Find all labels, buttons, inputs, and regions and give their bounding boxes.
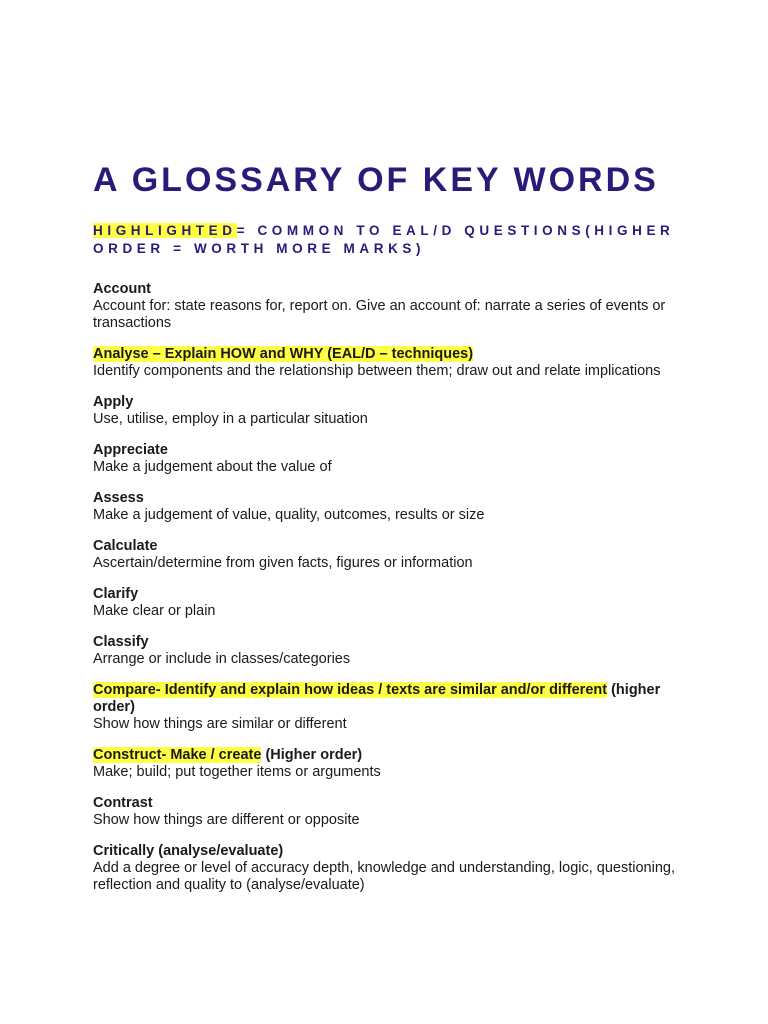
glossary-entry [93,538,693,572]
glossary-term [93,747,693,764]
glossary-term [93,682,693,716]
glossary-entry [93,442,693,476]
glossary-term-text: Calculate [93,538,158,554]
glossary-list [93,281,693,894]
glossary-term-text: Appreciate [93,442,168,458]
glossary-term-text: Account [93,281,151,297]
glossary-entry [93,682,693,733]
glossary-term-text: Critically (analyse/evaluate) [93,843,284,859]
glossary-definition: Make; build; put together items or arguments [93,764,381,780]
glossary-term [93,795,693,812]
glossary-term-text: Clarify [93,586,139,602]
subtitle-highlighted-word: HIGHLIGHTED [93,223,237,238]
glossary-term [93,538,693,555]
glossary-entry [93,281,693,332]
glossary-definition: Ascertain/determine from given facts, figures or information [93,555,473,571]
glossary-term [93,843,693,860]
glossary-term [93,634,693,651]
glossary-entry [93,634,693,668]
document-title: A GLOSSARY OF KEY WORDS [93,161,659,199]
glossary-definition: Identify components and the relationship between them; draw out and relate implications [93,363,661,379]
glossary-definition: Use, utilise, employ in a particular situation [93,411,368,427]
glossary-term [93,281,693,298]
glossary-entry [93,843,693,894]
glossary-term [93,394,693,411]
glossary-term [93,442,693,459]
glossary-term-text: Apply [93,394,134,410]
glossary-entry [93,490,693,524]
glossary-term-highlighted: Compare- Identify and explain how ideas / texts are similar and/or different [93,682,608,698]
glossary-entry [93,586,693,620]
glossary-definition: Make a judgement of value, quality, outcomes, results or size [93,507,485,523]
glossary-entry [93,394,693,428]
glossary-term-text: (Higher order) [261,747,363,763]
glossary-term [93,346,693,363]
subtitle-text: = COMMON TO EAL/D QUESTIONS(HIGHER ORDER = WORTH MORE MARKS) [93,223,675,256]
glossary-definition: Show how things are different or opposite [93,812,360,828]
glossary-definition: Add a degree or level of accuracy depth, knowledge and understanding, logic, questioning, reflection and quality to (analyse/evaluate) [93,860,676,893]
glossary-entry [93,795,693,829]
glossary-entry [93,346,693,380]
glossary-definition: Make clear or plain [93,603,216,619]
glossary-term-text: Assess [93,490,144,506]
glossary-entry [93,747,693,781]
glossary-definition: Arrange or include in classes/categories [93,651,351,667]
glossary-term-text: Contrast [93,795,153,811]
glossary-term [93,490,693,507]
glossary-term-text: Classify [93,634,149,650]
glossary-definition: Account for: state reasons for, report on. Give an account of: narrate a series of events or transactions [93,298,666,331]
glossary-term [93,586,693,603]
glossary-definition: Make a judgement about the value of [93,459,332,475]
glossary-term-text: (higher order) [93,682,661,715]
glossary-term-highlighted: Construct- Make / create [93,747,262,763]
document-subtitle [93,222,693,258]
glossary-definition: Show how things are similar or different [93,716,347,732]
glossary-term-highlighted: Analyse – Explain HOW and WHY (EAL/D – techniques) [93,346,474,362]
document-page [93,160,693,908]
